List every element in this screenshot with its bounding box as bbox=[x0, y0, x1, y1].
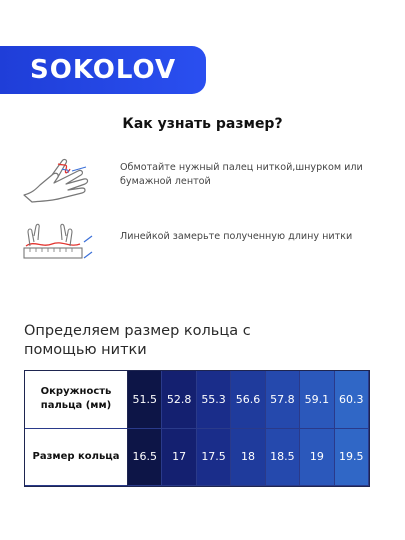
step-measure-ruler bbox=[22, 222, 392, 272]
ring-size-table bbox=[24, 370, 370, 487]
table-cell: 19.5 bbox=[335, 429, 369, 487]
table-cell: 16.5 bbox=[128, 429, 162, 487]
table-cell: 17.5 bbox=[197, 429, 231, 487]
step-wrap-finger bbox=[22, 155, 392, 205]
table-cell: 55.3 bbox=[197, 371, 231, 429]
brand-banner bbox=[0, 46, 206, 94]
table-cell: 51.5 bbox=[128, 371, 162, 429]
table-cell: 56.6 bbox=[231, 371, 265, 429]
table-cell: 57.8 bbox=[266, 371, 300, 429]
table-cell: 17 bbox=[162, 429, 196, 487]
table-cell: 18.5 bbox=[266, 429, 300, 487]
table-cell: 59.1 bbox=[300, 371, 334, 429]
hand-wrap-thread-icon bbox=[22, 155, 94, 205]
row-label-ring-size: Размер кольца bbox=[25, 429, 128, 487]
page-title: Как узнать размер? bbox=[122, 116, 283, 132]
table-cell: 52.8 bbox=[162, 371, 196, 429]
table-cell: 18 bbox=[231, 429, 265, 487]
step-measure-text: Линейкой замерьте полученную длину нитки bbox=[120, 231, 353, 242]
table-cell: 60.3 bbox=[335, 371, 369, 429]
hands-ruler-icon bbox=[22, 222, 94, 272]
table-cell: 19 bbox=[300, 429, 334, 487]
brand-logo: SOKOLOV bbox=[30, 55, 177, 85]
section-title: Определяем размер кольца с помощью нитки bbox=[24, 323, 251, 358]
row-label-circumference: Окружность пальца (мм) bbox=[25, 371, 128, 429]
step-wrap-text: Обмотайте нужный палец ниткой,шнурком или бумажной лентой bbox=[120, 162, 363, 187]
